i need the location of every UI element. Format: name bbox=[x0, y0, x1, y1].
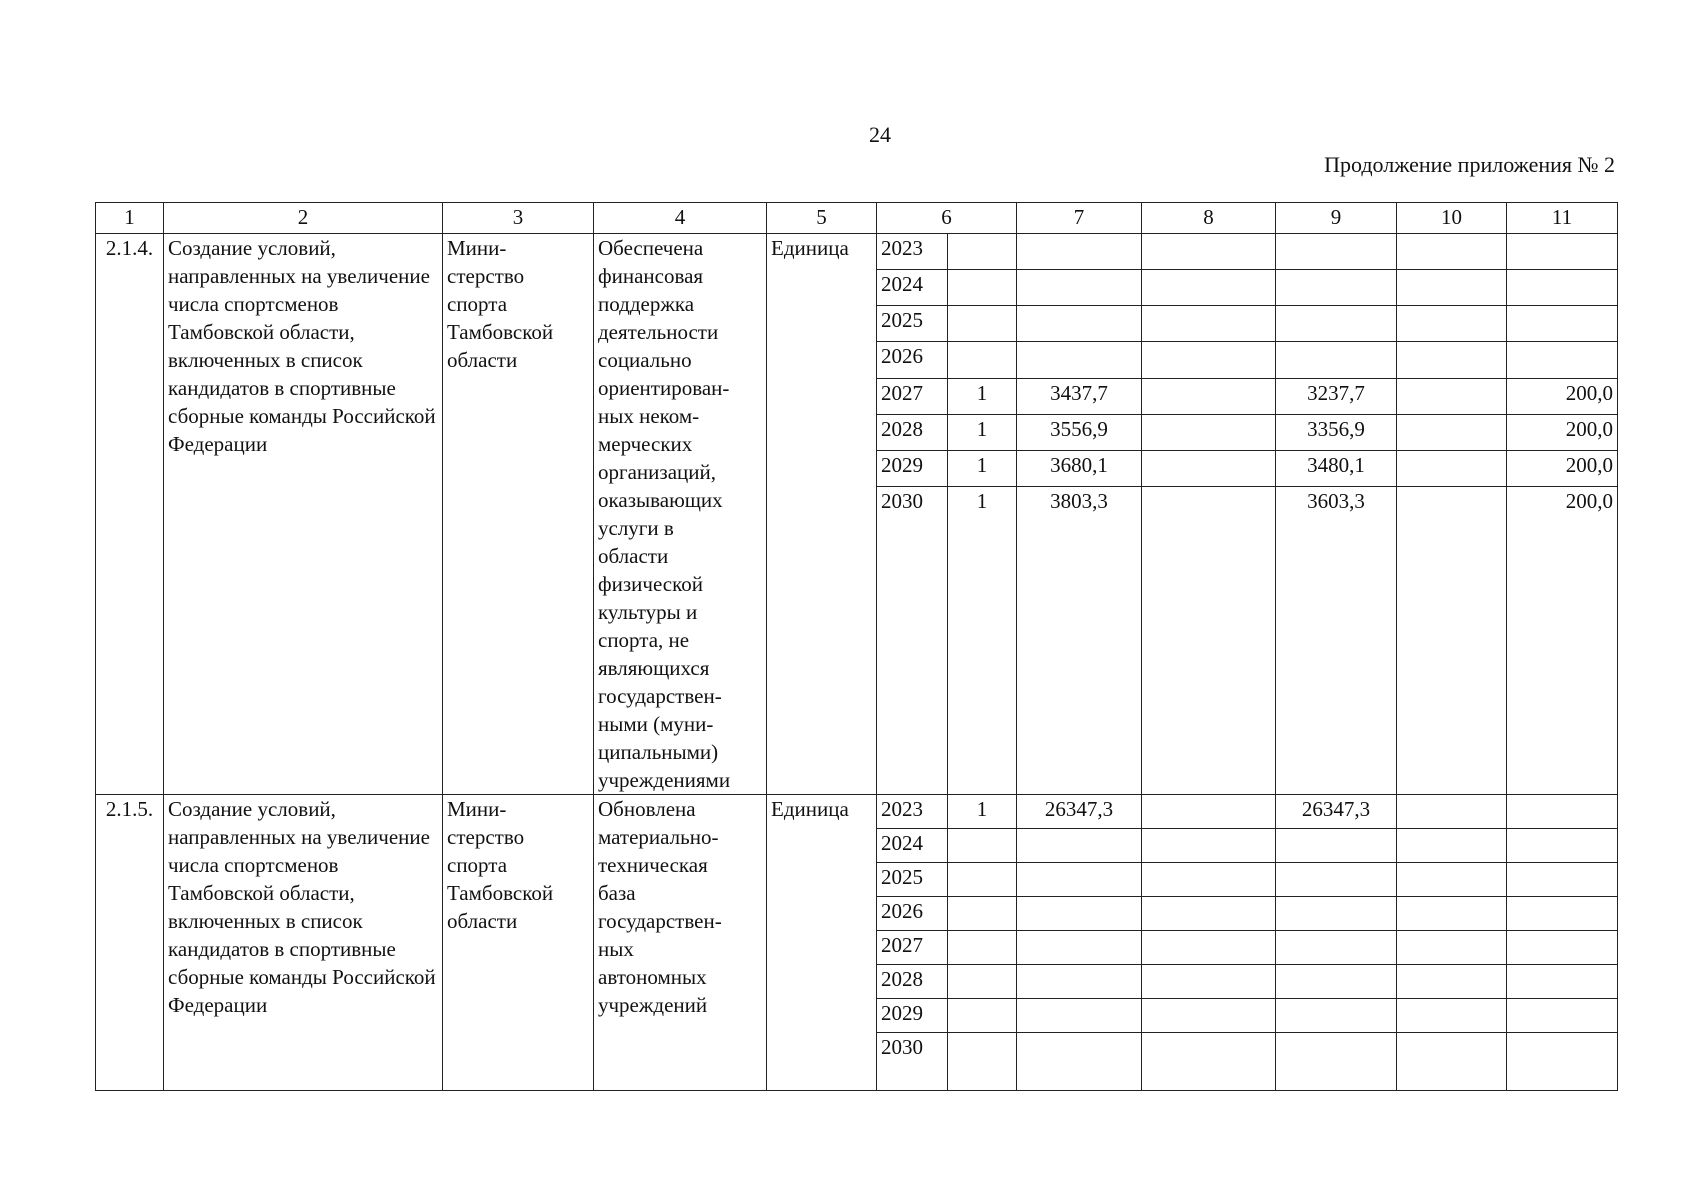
value-col7: 3680,1 bbox=[1017, 450, 1142, 486]
year-cell: 2023 bbox=[877, 795, 948, 829]
value-col8 bbox=[1142, 829, 1276, 863]
unit: Единица bbox=[767, 795, 877, 1091]
value-col7 bbox=[1017, 306, 1142, 342]
item-number: 2.1.5. bbox=[96, 795, 164, 1091]
value-col10 bbox=[1397, 378, 1507, 414]
value-col8 bbox=[1142, 999, 1276, 1033]
count-cell bbox=[948, 897, 1017, 931]
count-cell bbox=[948, 1033, 1017, 1091]
count-cell bbox=[948, 863, 1017, 897]
count-cell: 1 bbox=[948, 486, 1017, 794]
value-col7: 3437,7 bbox=[1017, 378, 1142, 414]
value-col10 bbox=[1397, 1033, 1507, 1091]
year-cell: 2025 bbox=[877, 863, 948, 897]
value-col10 bbox=[1397, 234, 1507, 270]
result-description: Обеспечена финансовая поддержка деятельности социально ориентирован- ных неком- мерческих организаций, оказывающих услуги в области физической культуры и спорта, не являющихся государствен- ными (муни- ципальными) учреждениями bbox=[594, 234, 767, 795]
value-col11 bbox=[1507, 342, 1618, 378]
value-col8 bbox=[1142, 306, 1276, 342]
year-cell: 2024 bbox=[877, 829, 948, 863]
value-col10 bbox=[1397, 795, 1507, 829]
value-col10 bbox=[1397, 897, 1507, 931]
value-col9 bbox=[1276, 829, 1397, 863]
value-col11 bbox=[1507, 234, 1618, 270]
count-cell bbox=[948, 270, 1017, 306]
column-header: 8 bbox=[1142, 203, 1276, 234]
value-col7 bbox=[1017, 1033, 1142, 1091]
value-col9 bbox=[1276, 897, 1397, 931]
value-col8 bbox=[1142, 414, 1276, 450]
value-col8 bbox=[1142, 863, 1276, 897]
measure-name: Создание условий, направленных на увеличение числа спортсменов Тамбовской области, включенных в список кандидатов в спортивные сборные команды Российской Федерации bbox=[164, 234, 443, 795]
year-cell: 2027 bbox=[877, 378, 948, 414]
value-col11 bbox=[1507, 1033, 1618, 1091]
year-cell: 2026 bbox=[877, 897, 948, 931]
value-col7 bbox=[1017, 234, 1142, 270]
value-col11 bbox=[1507, 965, 1618, 999]
value-col10 bbox=[1397, 414, 1507, 450]
column-header: 5 bbox=[767, 203, 877, 234]
value-col10 bbox=[1397, 270, 1507, 306]
value-col11 bbox=[1507, 863, 1618, 897]
value-col7 bbox=[1017, 897, 1142, 931]
year-cell: 2028 bbox=[877, 965, 948, 999]
count-cell bbox=[948, 965, 1017, 999]
value-col9 bbox=[1276, 863, 1397, 897]
value-col11: 200,0 bbox=[1507, 378, 1618, 414]
value-col7 bbox=[1017, 931, 1142, 965]
executor: Мини- стерство спорта Тамбовской области bbox=[443, 234, 594, 795]
value-col8 bbox=[1142, 450, 1276, 486]
year-cell: 2023 bbox=[877, 234, 948, 270]
page-number: 24 bbox=[869, 122, 891, 147]
column-header: 6 bbox=[877, 203, 1017, 234]
value-col8 bbox=[1142, 795, 1276, 829]
value-col11 bbox=[1507, 931, 1618, 965]
value-col7 bbox=[1017, 342, 1142, 378]
column-header: 3 bbox=[443, 203, 594, 234]
count-cell: 1 bbox=[948, 795, 1017, 829]
value-col11 bbox=[1507, 795, 1618, 829]
value-col7 bbox=[1017, 863, 1142, 897]
value-col7 bbox=[1017, 270, 1142, 306]
year-cell: 2026 bbox=[877, 342, 948, 378]
value-col9: 3356,9 bbox=[1276, 414, 1397, 450]
year-cell: 2027 bbox=[877, 931, 948, 965]
value-col8 bbox=[1142, 234, 1276, 270]
value-col10 bbox=[1397, 863, 1507, 897]
item-number: 2.1.4. bbox=[96, 234, 164, 795]
value-col10 bbox=[1397, 965, 1507, 999]
count-cell bbox=[948, 306, 1017, 342]
executor: Мини- стерство спорта Тамбовской области bbox=[443, 795, 594, 1091]
year-cell: 2030 bbox=[877, 486, 948, 794]
value-col9 bbox=[1276, 234, 1397, 270]
column-header: 4 bbox=[594, 203, 767, 234]
value-col11 bbox=[1507, 270, 1618, 306]
value-col10 bbox=[1397, 306, 1507, 342]
value-col11: 200,0 bbox=[1507, 450, 1618, 486]
value-col8 bbox=[1142, 270, 1276, 306]
value-col8 bbox=[1142, 965, 1276, 999]
appendix-note: Продолжение приложения № 2 bbox=[1324, 152, 1615, 177]
value-col8 bbox=[1142, 1033, 1276, 1091]
count-cell bbox=[948, 342, 1017, 378]
value-col10 bbox=[1397, 829, 1507, 863]
value-col10 bbox=[1397, 342, 1507, 378]
value-col8 bbox=[1142, 931, 1276, 965]
value-col8 bbox=[1142, 897, 1276, 931]
value-col11: 200,0 bbox=[1507, 414, 1618, 450]
value-col11 bbox=[1507, 897, 1618, 931]
column-header: 10 bbox=[1397, 203, 1507, 234]
value-col9: 26347,3 bbox=[1276, 795, 1397, 829]
value-col7 bbox=[1017, 965, 1142, 999]
table-row bbox=[96, 795, 1618, 829]
value-col9 bbox=[1276, 1033, 1397, 1091]
program-table bbox=[95, 202, 1618, 1091]
column-header: 1 bbox=[96, 203, 164, 234]
value-col8 bbox=[1142, 342, 1276, 378]
column-header: 2 bbox=[164, 203, 443, 234]
table-row bbox=[96, 234, 1618, 270]
value-col11 bbox=[1507, 306, 1618, 342]
value-col7: 3556,9 bbox=[1017, 414, 1142, 450]
value-col10 bbox=[1397, 999, 1507, 1033]
value-col9: 3237,7 bbox=[1276, 378, 1397, 414]
year-cell: 2029 bbox=[877, 450, 948, 486]
value-col9 bbox=[1276, 931, 1397, 965]
value-col9 bbox=[1276, 999, 1397, 1033]
unit: Единица bbox=[767, 234, 877, 795]
header-row bbox=[96, 203, 1618, 234]
value-col7 bbox=[1017, 829, 1142, 863]
value-col9: 3480,1 bbox=[1276, 450, 1397, 486]
year-cell: 2028 bbox=[877, 414, 948, 450]
column-header: 11 bbox=[1507, 203, 1618, 234]
value-col10 bbox=[1397, 486, 1507, 794]
value-col11 bbox=[1507, 999, 1618, 1033]
year-cell: 2024 bbox=[877, 270, 948, 306]
value-col11 bbox=[1507, 829, 1618, 863]
value-col9 bbox=[1276, 342, 1397, 378]
measure-name: Создание условий, направленных на увеличение числа спортсменов Тамбовской области, включенных в список кандидатов в спортивные сборные команды Российской Федерации bbox=[164, 795, 443, 1091]
value-col10 bbox=[1397, 450, 1507, 486]
count-cell bbox=[948, 829, 1017, 863]
value-col9: 3603,3 bbox=[1276, 486, 1397, 794]
result-description: Обновлена материально- техническая база государствен- ных автономных учреждений bbox=[594, 795, 767, 1091]
count-cell bbox=[948, 999, 1017, 1033]
value-col8 bbox=[1142, 486, 1276, 794]
value-col9 bbox=[1276, 270, 1397, 306]
count-cell bbox=[948, 931, 1017, 965]
value-col7 bbox=[1017, 999, 1142, 1033]
value-col8 bbox=[1142, 378, 1276, 414]
value-col9 bbox=[1276, 965, 1397, 999]
year-cell: 2030 bbox=[877, 1033, 948, 1091]
value-col7: 3803,3 bbox=[1017, 486, 1142, 794]
value-col9 bbox=[1276, 306, 1397, 342]
count-cell: 1 bbox=[948, 378, 1017, 414]
value-col7: 26347,3 bbox=[1017, 795, 1142, 829]
column-header: 7 bbox=[1017, 203, 1142, 234]
year-cell: 2025 bbox=[877, 306, 948, 342]
count-cell bbox=[948, 234, 1017, 270]
count-cell: 1 bbox=[948, 414, 1017, 450]
value-col10 bbox=[1397, 931, 1507, 965]
value-col11: 200,0 bbox=[1507, 486, 1618, 794]
column-header: 9 bbox=[1276, 203, 1397, 234]
year-cell: 2029 bbox=[877, 999, 948, 1033]
count-cell: 1 bbox=[948, 450, 1017, 486]
